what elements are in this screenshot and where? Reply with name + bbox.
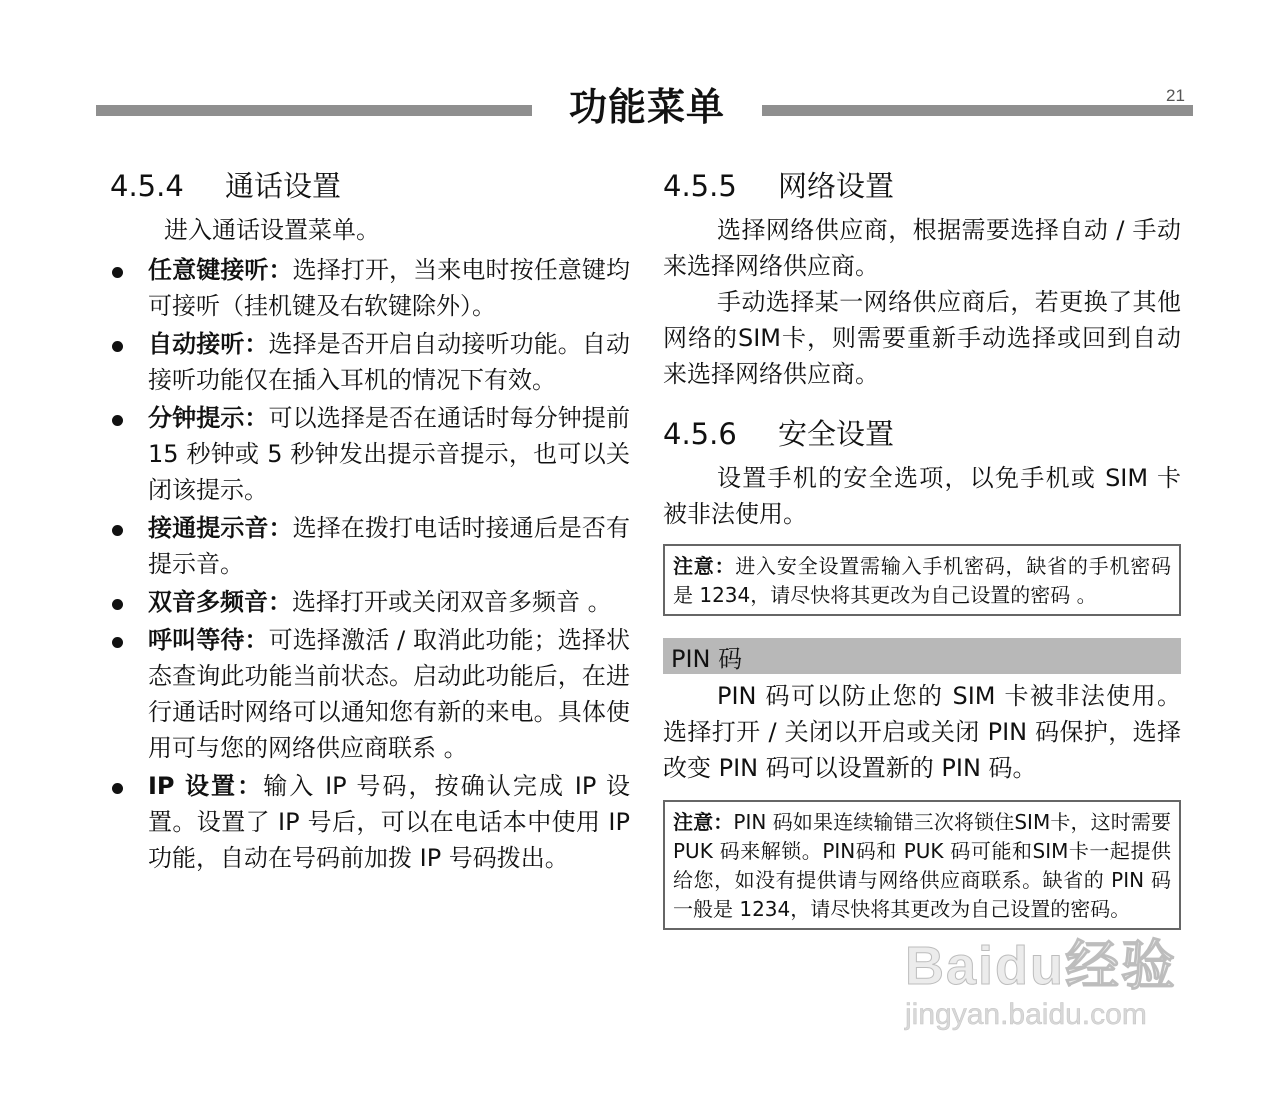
bullet-icon (112, 267, 123, 278)
watermark-url: jingyan.baidu.com (905, 998, 1147, 1031)
notice-label: 注意： (673, 554, 736, 578)
security-notice-box (663, 544, 1181, 616)
section-intro: 进入通话设置菜单。 (164, 216, 380, 244)
item-term: 双音多频音： (148, 588, 292, 616)
right-column (663, 166, 1181, 930)
section-title: 通话设置 (225, 169, 342, 203)
section-heading-network-settings (663, 166, 1181, 206)
security-paragraph: 设置手机的安全选项，以免手机或 SIM 卡被非法使用。 (663, 464, 1181, 528)
item-text: 输入 IP 号码，按确认完成 IP 设置。设置了 IP 号后，可以在电话本中使用 IP 功能，自动在号码前加拨 IP 号码拨出。 (148, 772, 631, 872)
bullet-icon (112, 341, 123, 352)
list-item (110, 768, 630, 876)
item-term: 自动接听： (148, 330, 269, 358)
item-term: 接通提示音： (148, 514, 293, 542)
bullet-icon (112, 599, 123, 610)
bullet-icon (112, 415, 123, 426)
network-paragraph-2: 手动选择某一网络供应商后，若更换了其他网络的SIM卡，则需要重新手动选择或回到自动来选择网络供应商。 (663, 288, 1181, 388)
item-term: 呼叫等待： (148, 626, 269, 654)
pin-notice-box (663, 800, 1181, 930)
item-text: 可选择激活 / 取消此功能；选择状态查询此功能当前状态。启动此功能后，在进行通话时网络可以通知您有新的来电。具体使用可与您的网络供应商联系 。 (148, 626, 631, 762)
pin-paragraph: PIN 码可以防止您的 SIM 卡被非法使用。选择打开 / 关闭以开启或关闭 PIN 码保护，选择改变 PIN 码可以设置新的 PIN 码。 (663, 682, 1181, 782)
item-text: 选择打开，当来电时按任意键均可接听（挂机键及右软键除外）。 (148, 256, 631, 320)
pin-section-bar: PIN 码 (663, 638, 1181, 674)
list-item (110, 622, 630, 766)
item-text: 可以选择是否在通话时每分钟提前 15 秒钟或 5 秒钟发出提示音提示，也可以关闭该提示。 (148, 404, 631, 504)
list-item (110, 252, 630, 324)
item-text: 选择在拨打电话时接通后是否有提示音。 (148, 514, 631, 578)
page-title: 功能菜单 (532, 82, 762, 132)
baidu-watermark (905, 935, 1205, 1055)
list-item (110, 584, 630, 620)
page-number: 21 (1166, 86, 1185, 105)
item-term: 分钟提示： (148, 404, 269, 432)
item-term: IP 设置： (148, 772, 264, 800)
notice-text: PIN 码如果连续输错三次将锁住SIM卡，这时需要PUK 码来解锁。PIN码和 PUK 码可能和SIM卡一起提供给您，如没有提供请与网络供应商联系。缺省的 PIN 码一般是 1234，请尽快将其更改为自己设置的密码。 (673, 810, 1171, 921)
list-item (110, 326, 630, 398)
item-text: 选择打开或关闭双音多频音 。 (292, 588, 612, 616)
left-column (110, 166, 630, 878)
bullet-icon (112, 525, 123, 536)
network-paragraph-1: 选择网络供应商，根据需要选择自动 / 手动来选择网络供应商。 (663, 216, 1181, 280)
section-number: 4.5.5 (663, 169, 737, 203)
item-text: 选择是否开启自动接听功能。自动接听功能仅在插入耳机的情况下有效。 (148, 330, 631, 394)
item-term: 任意键接听： (148, 256, 293, 284)
bullet-icon (112, 783, 123, 794)
section-number: 4.5.4 (110, 169, 184, 203)
call-settings-list (110, 252, 630, 876)
watermark-logo-text: Baidu经验 (905, 936, 1178, 996)
section-title: 网络设置 (778, 169, 895, 203)
list-item (110, 400, 630, 508)
section-heading-security-settings (663, 414, 1181, 454)
section-number: 4.5.6 (663, 417, 737, 451)
bullet-icon (112, 637, 123, 648)
notice-label: 注意： (673, 810, 734, 834)
notice-text: 进入安全设置需输入手机密码，缺省的手机密码是 1234，请尽快将其更改为自己设置的密码 。 (673, 554, 1172, 607)
section-heading-call-settings (110, 166, 630, 206)
list-item (110, 510, 630, 582)
section-title: 安全设置 (778, 417, 895, 451)
